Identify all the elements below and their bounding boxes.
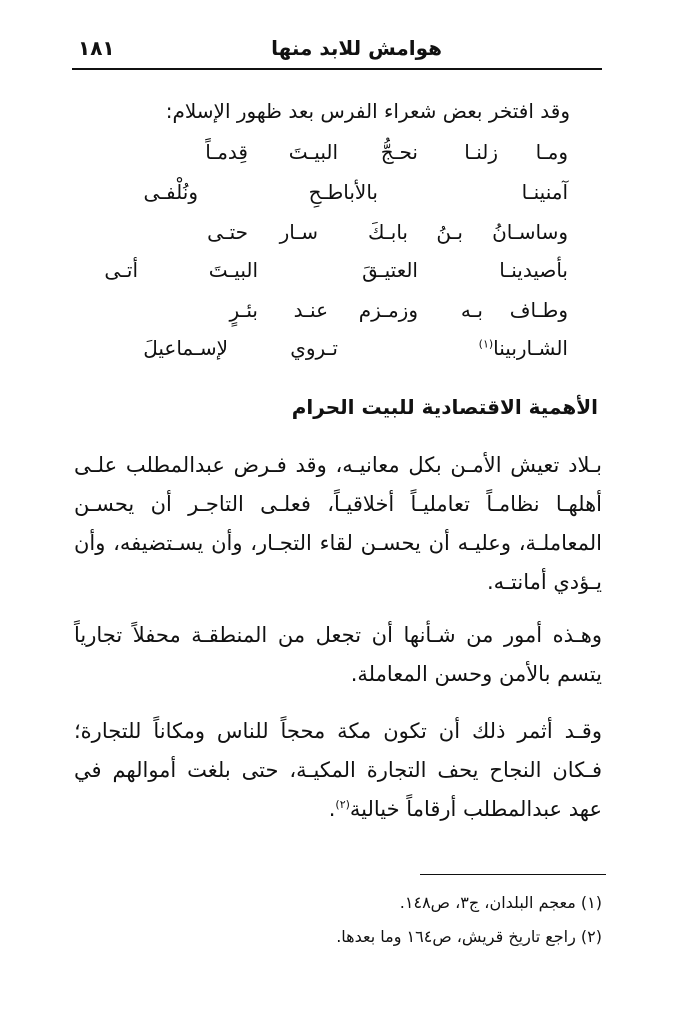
poem-word: وزمـزم [358, 298, 418, 322]
paragraph-text: بـلاد تعيش الأمـن بكل معانيـه، وقد فـرض عبدالمطلب علـى أهلهـا نظامـاً تعامليـاً أخلاقيـاً، فعلـى التاجـر أن يحسـن المعاملـة، وعليـه أن يحسـن لقاء التجـار، وأن يسـتضيفه، وأن يـؤدي أمانتـه. [74, 453, 602, 594]
poem-line [188, 298, 568, 332]
poem-word: وساسـانُ [492, 220, 568, 244]
poem-word: البيـتَ [208, 258, 258, 282]
poem-word: حتـى [207, 220, 248, 244]
intro-line: وقد افتخر بعض شعراء الفرس بعد ظهور الإسلام: [165, 99, 570, 123]
paragraph-body: وقـد أثمر ذلك أن تكون مكة محجاً للناس ومكاناً للتجارة؛ فـكان النجاح يحف التجارة المكيـة، حتى بلغت أموالهم في عهد عبدالمطلب أرقاماً خيالية [74, 719, 602, 821]
poem-word: قِدمـاً [205, 140, 248, 164]
footnote-rule [420, 874, 606, 875]
poem-word: سـار [279, 220, 318, 244]
poem-line [68, 336, 568, 370]
page-header [72, 30, 602, 70]
section-heading: الأهمية الاقتصادية للبيت الحرام [291, 395, 598, 419]
header-rule [72, 68, 602, 70]
poem-word: وطـاف [509, 298, 568, 322]
poem-word-text: الشـاربينا [493, 336, 568, 360]
poem-word: نحـجُّ [380, 140, 418, 164]
poem-word: بابـكَ [368, 220, 408, 244]
paragraph [74, 712, 602, 829]
poem-line [188, 140, 568, 174]
paragraph-end: . [328, 797, 336, 821]
poem-word: بـنُ [436, 220, 463, 244]
running-title: هوامش للابد منها [271, 36, 442, 60]
page-number: ١٨١ [78, 36, 115, 60]
poem-word: آمنينـا [521, 180, 568, 204]
poem-word [479, 336, 568, 360]
poem-word: بأصيدينـا [499, 258, 568, 282]
paragraph-text [74, 712, 602, 829]
poem-word: ومـا [535, 140, 568, 164]
footnote-marker: (١) [478, 337, 494, 351]
poem-word: تـروي [290, 336, 338, 360]
poem-word: لإسـماعيلَ [143, 336, 228, 360]
poem-line [68, 180, 568, 214]
poem-word: بالأباطـحِ [308, 180, 378, 204]
poem-word: البيـتَ [288, 140, 338, 164]
poem-word: بـه [460, 298, 483, 322]
poem-word: العتيـقَ [362, 258, 418, 282]
paragraph [74, 616, 602, 694]
paragraph-text: وهـذه أمور من شـأنها أن تجعل من المنطقـة محفلاً تجارياً يتسم بالأمن وحسن المعاملة. [74, 623, 602, 686]
paragraph [74, 446, 602, 602]
poem-line [188, 220, 568, 254]
poem-word: بئـرٍ [229, 298, 258, 322]
poem-word: عنـد [293, 298, 328, 322]
poem-word: زلنـا [464, 140, 498, 164]
footnote: (٢) راجع تاريخ قريش، ص١٦٤ وما بعدها. [336, 927, 602, 946]
footnote-marker: (٢) [335, 798, 350, 811]
poem-word: ونُلْفـى [143, 180, 198, 204]
footnotes [74, 886, 602, 954]
poem-word: أتـى [104, 258, 138, 282]
poem-line [68, 258, 568, 292]
footnote: (١) معجم البلدان، ج٣، ص١٤٨. [399, 893, 602, 912]
